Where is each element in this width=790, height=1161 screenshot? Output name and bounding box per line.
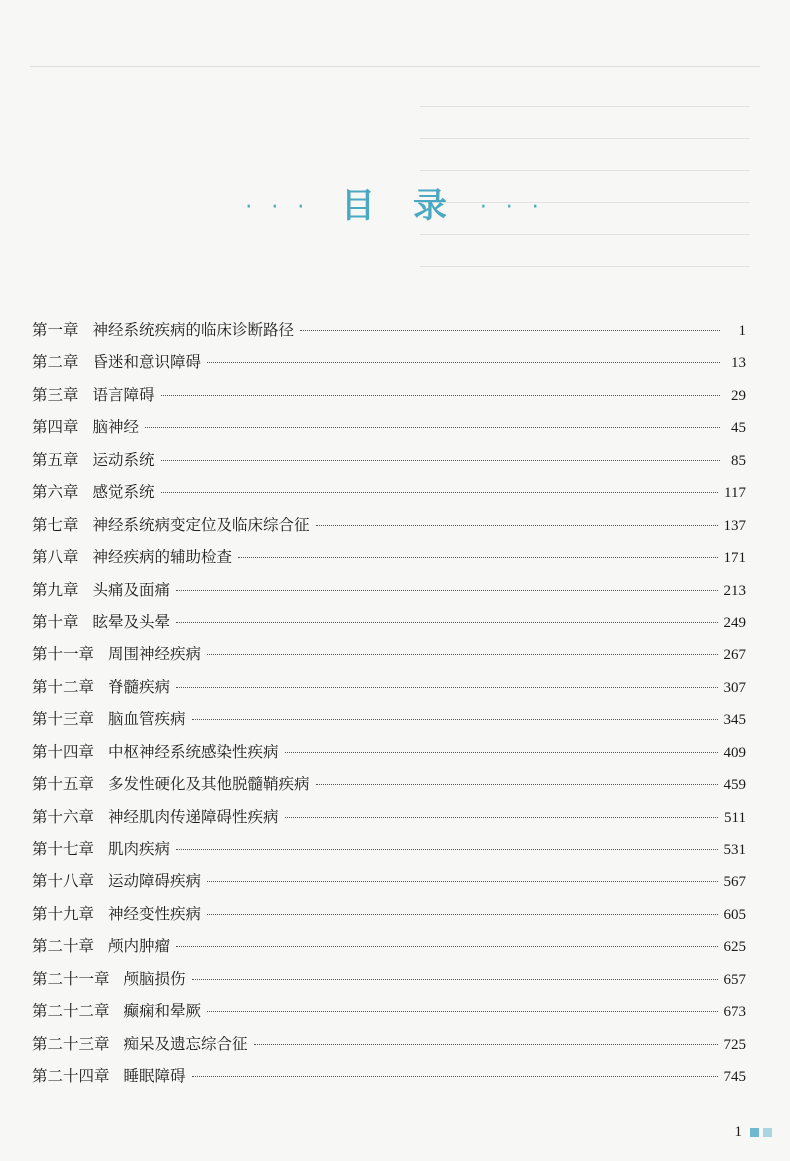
table-of-contents xyxy=(32,318,746,1097)
toc-chapter-title: 神经变性疾病 xyxy=(108,904,202,923)
toc-entry[interactable] xyxy=(32,707,746,739)
ghost-row xyxy=(420,86,750,107)
toc-chapter-number: 第二十四章 xyxy=(32,1067,110,1086)
toc-page-number: 213 xyxy=(723,582,746,599)
toc-chapter-title: 神经系统病变定位及临床综合征 xyxy=(92,515,310,534)
toc-entry[interactable] xyxy=(32,383,746,415)
toc-page-number: 673 xyxy=(723,1004,746,1021)
ghost-row xyxy=(420,118,750,139)
toc-page-number: 85 xyxy=(731,452,746,469)
toc-page-number: 605 xyxy=(723,906,746,923)
toc-page-number: 345 xyxy=(723,712,746,729)
toc-page-number: 1 xyxy=(738,323,746,339)
toc-chapter-number: 第二十二章 xyxy=(32,1002,110,1021)
toc-page-number: 117 xyxy=(724,485,746,502)
toc-chapter-number: 第十二章 xyxy=(32,677,95,696)
toc-chapter-title: 神经系统疾病的临床诊断路径 xyxy=(92,321,295,339)
toc-chapter-number: 第十一章 xyxy=(32,645,95,664)
toc-page-number: 137 xyxy=(723,517,746,534)
toc-dot-leader xyxy=(285,817,719,818)
toc-chapter-title: 周围神经疾病 xyxy=(108,645,202,664)
toc-chapter-title: 癫痫和晕厥 xyxy=(123,1002,202,1021)
toc-chapter-title: 运动系统 xyxy=(92,450,155,469)
toc-dot-leader xyxy=(207,1011,717,1012)
toc-chapter-number: 第四章 xyxy=(32,418,79,437)
toc-entry[interactable] xyxy=(32,415,746,447)
toc-page-number: 267 xyxy=(723,647,746,664)
toc-entry[interactable] xyxy=(32,869,746,901)
toc-dot-leader xyxy=(192,719,718,720)
toc-chapter-title: 运动障碍疾病 xyxy=(108,872,202,891)
toc-entry[interactable] xyxy=(32,448,746,480)
toc-dot-leader xyxy=(176,849,717,850)
toc-chapter-title: 脑神经 xyxy=(92,418,140,437)
toc-page-number: 171 xyxy=(723,550,746,567)
toc-chapter-title: 昏迷和意识障碍 xyxy=(92,353,202,372)
title-dots-left: · · · xyxy=(245,195,311,220)
toc-chapter-title: 感觉系统 xyxy=(92,483,155,502)
toc-dot-leader xyxy=(161,395,720,396)
toc-page-number: 531 xyxy=(723,842,746,858)
toc-entry[interactable] xyxy=(32,675,746,707)
toc-chapter-title: 脊髓疾病 xyxy=(108,677,171,696)
toc-chapter-number: 第二十三章 xyxy=(32,1034,110,1053)
decorative-square xyxy=(750,1128,759,1137)
toc-dot-leader xyxy=(176,622,717,623)
toc-entry[interactable] xyxy=(32,805,746,837)
title-dots-right: · · · xyxy=(479,195,545,220)
toc-chapter-title: 颅内肿瘤 xyxy=(108,937,171,956)
toc-chapter-title: 中枢神经系统感染性疾病 xyxy=(108,742,279,761)
toc-entry[interactable] xyxy=(32,350,746,382)
toc-page-number: 13 xyxy=(731,355,746,372)
toc-page-number: 249 xyxy=(723,614,746,631)
toc-dot-leader xyxy=(176,590,717,591)
toc-dot-leader xyxy=(254,1044,718,1045)
toc-entry[interactable] xyxy=(32,934,746,966)
toc-entry[interactable] xyxy=(32,610,746,642)
toc-chapter-number: 第五章 xyxy=(32,450,79,469)
toc-entry[interactable] xyxy=(32,642,746,674)
toc-dot-leader xyxy=(176,946,717,947)
toc-chapter-number: 第十五章 xyxy=(32,775,95,794)
page-title xyxy=(0,178,790,227)
toc-chapter-title: 肌肉疾病 xyxy=(108,840,171,858)
toc-page-number: 745 xyxy=(723,1069,746,1086)
toc-entry[interactable] xyxy=(32,1064,746,1096)
show-through-background xyxy=(0,0,790,300)
toc-dot-leader xyxy=(207,362,720,363)
toc-chapter-title: 多发性硬化及其他脱髓鞘疾病 xyxy=(108,775,310,794)
toc-chapter-title: 头痛及面痛 xyxy=(92,580,171,599)
toc-chapter-number: 第十七章 xyxy=(32,840,95,858)
toc-chapter-number: 第十四章 xyxy=(32,742,95,761)
toc-chapter-title: 痴呆及遗忘综合征 xyxy=(123,1034,248,1053)
toc-entry[interactable] xyxy=(32,513,746,545)
toc-chapter-number: 第三章 xyxy=(32,385,79,404)
toc-entry[interactable] xyxy=(32,578,746,610)
toc-chapter-number: 第二十一章 xyxy=(32,969,110,988)
toc-page-number: 409 xyxy=(723,744,746,761)
toc-chapter-number: 第十八章 xyxy=(32,872,95,891)
toc-page-number: 725 xyxy=(723,1036,746,1053)
toc-dot-leader xyxy=(161,460,720,461)
toc-dot-leader xyxy=(161,492,719,493)
toc-dot-leader xyxy=(176,687,717,688)
toc-entry[interactable] xyxy=(32,772,746,804)
toc-dot-leader xyxy=(192,979,718,980)
toc-page-number: 29 xyxy=(731,387,746,404)
ghost-row xyxy=(420,246,750,267)
toc-chapter-number: 第二章 xyxy=(32,353,79,372)
toc-dot-leader xyxy=(192,1076,718,1077)
toc-entry[interactable] xyxy=(32,902,746,934)
toc-dot-leader xyxy=(300,330,720,331)
toc-chapter-title: 睡眠障碍 xyxy=(123,1067,186,1086)
ghost-row xyxy=(420,150,750,171)
toc-dot-leader xyxy=(207,654,717,655)
toc-entry[interactable] xyxy=(32,545,746,577)
toc-dot-leader xyxy=(207,914,717,915)
toc-entry[interactable] xyxy=(32,967,746,999)
toc-chapter-number: 第十六章 xyxy=(32,807,95,826)
toc-entry[interactable] xyxy=(32,837,746,869)
toc-chapter-number: 第一章 xyxy=(32,321,79,339)
toc-chapter-title: 颅脑损伤 xyxy=(123,969,186,988)
toc-entry[interactable] xyxy=(32,999,746,1031)
title-text: 目 录 xyxy=(341,186,449,226)
toc-chapter-title: 眩晕及头晕 xyxy=(92,612,171,631)
toc-dot-leader xyxy=(316,784,718,785)
toc-dot-leader xyxy=(238,557,717,558)
toc-chapter-number: 第十三章 xyxy=(32,710,95,729)
page-footer xyxy=(735,1124,773,1141)
toc-chapter-number: 第七章 xyxy=(32,515,79,534)
toc-dot-leader xyxy=(207,881,717,882)
toc-dot-leader xyxy=(285,752,718,753)
toc-chapter-title: 神经肌肉传递障碍性疾病 xyxy=(108,807,279,826)
toc-page-number: 511 xyxy=(724,809,746,826)
toc-dot-leader xyxy=(316,525,718,526)
toc-entry[interactable] xyxy=(32,740,746,772)
toc-page-number: 459 xyxy=(723,777,746,794)
toc-page-number: 45 xyxy=(731,420,746,437)
toc-dot-leader xyxy=(145,427,720,428)
toc-chapter-title: 语言障碍 xyxy=(92,385,155,404)
toc-chapter-number: 第十章 xyxy=(32,612,79,631)
page-number: 1 xyxy=(734,1124,742,1140)
toc-page-number: 657 xyxy=(723,971,746,988)
toc-page-number: 567 xyxy=(723,874,746,891)
toc-chapter-number: 第六章 xyxy=(32,483,79,502)
ghost-rule xyxy=(30,66,760,67)
toc-entry[interactable] xyxy=(32,318,746,350)
toc-page-number: 307 xyxy=(723,679,746,696)
toc-chapter-number: 第八章 xyxy=(32,548,79,567)
toc-chapter-number: 第十九章 xyxy=(32,904,95,923)
toc-chapter-number: 第二十章 xyxy=(32,937,95,956)
toc-page-number: 625 xyxy=(723,939,746,956)
toc-chapter-title: 脑血管疾病 xyxy=(108,710,186,729)
toc-chapter-title: 神经疾病的辅助检查 xyxy=(92,548,233,567)
toc-entry[interactable] xyxy=(32,1032,746,1064)
toc-chapter-number: 第九章 xyxy=(32,580,79,599)
toc-entry[interactable] xyxy=(32,480,746,512)
decorative-square xyxy=(763,1128,772,1137)
